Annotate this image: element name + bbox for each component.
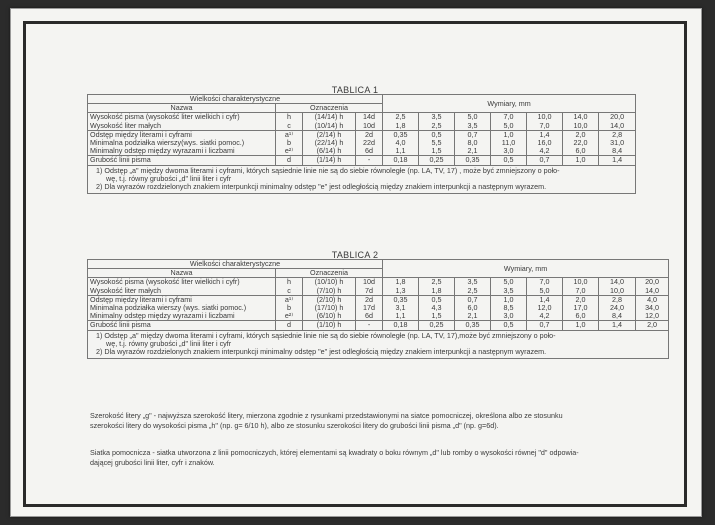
value-cell: [599, 130, 636, 156]
value-cell: [563, 278, 599, 295]
row-name: Minimalna podziałka wierszy (wys. siatki pomoc.): [90, 302, 247, 312]
value-cell: [563, 113, 599, 130]
value: 3,0: [503, 146, 514, 156]
row-dvalue: -: [367, 320, 371, 330]
value: 0,25: [429, 320, 444, 330]
value: 7,0: [503, 112, 514, 122]
row-formula: (1/14) h: [316, 155, 342, 165]
value: 0,5: [503, 320, 514, 330]
value: 34,0: [645, 302, 660, 312]
row-dvalue: -: [367, 155, 371, 165]
row-formula: (17/10) h: [314, 302, 344, 312]
value: 2,8: [612, 130, 623, 139]
row-name: Odstęp między literami i cyframi: [90, 295, 192, 304]
paragraph-line: Siatka pomocnicza - siatka utworzona z linii pomocniczych, której elementami są kwadraty o boku równym „d" lub romby o wysokości równej "d" odpowia-: [90, 448, 579, 457]
value: 12,0: [645, 311, 660, 321]
value-cell: [383, 321, 419, 330]
value-cell: [599, 113, 636, 130]
value: 14,0: [645, 285, 660, 295]
value: 0,35: [393, 295, 408, 304]
row-name: Wysokość pisma (wysokość liter wielkich i cyfr): [90, 277, 240, 287]
value: 1,1: [395, 146, 406, 156]
note-line: 2) Dla wyrazów rozdzielonych znakiem interpunkcji minimalny odstęp "e" jest odległością między znakiem interpunkcji a następnym wyrazem.: [96, 346, 547, 356]
value: 4,0: [395, 137, 406, 147]
value: 10,0: [573, 120, 588, 130]
value-cell: [491, 156, 527, 165]
value: 1,8: [431, 285, 442, 295]
header-designation: Oznaczenia: [276, 269, 383, 278]
value: 10,0: [573, 277, 588, 287]
table-row: [88, 295, 669, 321]
value: 1,4: [539, 295, 550, 304]
value-cell: [419, 321, 455, 330]
value-cell: [383, 278, 419, 295]
row-dvalue: 17d: [363, 302, 376, 312]
header-designation: Oznaczenia: [276, 104, 383, 113]
row-symbol: e²⁾: [284, 311, 294, 321]
value: 4,2: [539, 146, 550, 156]
row-names: [88, 321, 276, 330]
value: 7,0: [539, 277, 550, 287]
value-cell: [455, 113, 491, 130]
value: 20,0: [610, 112, 625, 122]
row-formula: (1/10) h: [316, 320, 342, 330]
value-cell: [491, 130, 527, 156]
table-notes: [88, 330, 669, 359]
value-cell: [383, 156, 419, 165]
value: 8,4: [612, 146, 623, 156]
value: 12,0: [537, 302, 552, 312]
value: 1,4: [612, 155, 623, 165]
row-name: Minimalny odstęp między wyrazami i liczbami: [90, 146, 235, 156]
row-dvalues: [356, 295, 383, 321]
value-cell: [491, 278, 527, 295]
value: 17,0: [573, 302, 588, 312]
row-formula: (22/14) h: [314, 137, 344, 147]
value: 5,0: [503, 120, 514, 130]
row-dvalues: [356, 113, 383, 130]
row-formulas: [303, 130, 356, 156]
row-formula: (6/14) h: [316, 146, 342, 156]
row-dvalue: 2d: [365, 295, 374, 304]
row-formula: (6/10) h: [316, 311, 342, 321]
header-group: Wielkości charakterystyczne: [88, 95, 383, 104]
value: 2,0: [647, 320, 658, 330]
table2: [87, 259, 669, 359]
value: 6,0: [467, 302, 478, 312]
table-row: [88, 113, 636, 130]
paragraph-line: dającej grubości linii liter, cyfr i znaków.: [90, 458, 215, 467]
value: 0,5: [503, 155, 514, 165]
value: 6,0: [575, 146, 586, 156]
document-sheet: [10, 8, 702, 517]
row-name: Grubość linii pisma: [90, 155, 151, 165]
row-dvalues: [356, 130, 383, 156]
value-cell: [599, 278, 636, 295]
value: 31,0: [610, 137, 625, 147]
value: 1,4: [612, 320, 623, 330]
row-name: Grubość linii pisma: [90, 320, 151, 330]
row-symbol: b: [287, 137, 291, 147]
row-symbol: h: [287, 112, 291, 122]
row-symbols: [276, 278, 303, 295]
value: 2,1: [467, 311, 478, 321]
value: 5,0: [503, 277, 514, 287]
value-cell: [563, 295, 599, 321]
value-cell: [383, 295, 419, 321]
value-cell: [527, 295, 563, 321]
value: 0,35: [393, 130, 408, 139]
value-cell: [563, 130, 599, 156]
value: 11,0: [501, 137, 516, 147]
value: 4,0: [647, 295, 658, 304]
row-dvalues: [356, 278, 383, 295]
table1: [87, 94, 636, 194]
row-formulas: [303, 321, 356, 330]
value: 4,3: [431, 302, 442, 312]
value: 2,5: [431, 277, 442, 287]
value: 2,0: [575, 295, 586, 304]
row-formula: (10/10) h: [314, 277, 344, 287]
value: 1,8: [395, 120, 406, 130]
value: 0,7: [467, 130, 478, 139]
table-row: [88, 130, 636, 156]
row-formulas: [303, 156, 356, 165]
row-symbol: d: [287, 155, 291, 165]
value-cell: [599, 295, 636, 321]
header-row: [88, 95, 636, 104]
value: 0,5: [431, 130, 442, 139]
value: 0,7: [467, 295, 478, 304]
row-symbol: d: [287, 320, 291, 330]
paragraph-line: Szerokość litery „g" - najwyższa szerokość litery, mierzona zgodnie z rysunkami przedstawionymi na siatce pomocniczej, określona albo ze stosunku: [90, 411, 563, 420]
row-name: Wysokość pisma (wysokość liter wielkich i cyfr): [90, 112, 240, 122]
value: 0,5: [431, 295, 442, 304]
header-name: Nazwa: [88, 104, 276, 113]
value-cell: [419, 295, 455, 321]
table-row: [88, 156, 636, 165]
row-names: [88, 130, 276, 156]
row-formulas: [303, 295, 356, 321]
value: 14,0: [573, 112, 588, 122]
value: 0,35: [465, 320, 480, 330]
header-row: [88, 260, 669, 269]
row-formulas: [303, 278, 356, 295]
value: 7,0: [575, 285, 586, 295]
value-cell: [455, 295, 491, 321]
note-line: wę, t.j. równy grubości „d" linii liter i cyfr: [106, 338, 232, 348]
row-symbol: h: [287, 277, 291, 287]
row-name: Wysokość liter małych: [90, 285, 162, 295]
value: 1,4: [539, 130, 550, 139]
row-dvalue: 2d: [365, 130, 374, 139]
value: 0,35: [465, 155, 480, 165]
value-cell: [491, 113, 527, 130]
value-cell: [527, 156, 563, 165]
value: 1,5: [431, 146, 442, 156]
value-cell: [455, 278, 491, 295]
paragraph-letter-width: [90, 411, 690, 431]
value: 3,1: [395, 302, 406, 312]
value: 2,0: [575, 130, 586, 139]
value-cell: [491, 321, 527, 330]
row-formulas: [303, 113, 356, 130]
value: 3,5: [503, 285, 514, 295]
row-dvalue: 10d: [363, 277, 376, 287]
value-cell: [455, 321, 491, 330]
value-cell: [636, 295, 669, 321]
value-cell: [563, 156, 599, 165]
value-cell: [527, 130, 563, 156]
row-symbol: e²⁾: [284, 146, 294, 156]
value-cell: [491, 295, 527, 321]
value: 3,5: [467, 277, 478, 287]
paragraph-line: szerokości litery do wysokości pisma „h" (np. g= 6/10 h), albo ze stosunku szerokości litery do grubości linii pisma „d" (np. g=6d).: [90, 421, 499, 430]
row-names: [88, 156, 276, 165]
value: 8,4: [612, 311, 623, 321]
value: 1,3: [395, 285, 406, 295]
notes-row: [88, 165, 636, 194]
value-cell: [527, 321, 563, 330]
drawing-frame: [23, 21, 687, 507]
row-name: Minimalny odstęp między wyrazami i liczbami: [90, 311, 235, 321]
row-dvalue: 6d: [365, 146, 374, 156]
value: 2,5: [395, 112, 406, 122]
value-cell: [636, 321, 669, 330]
row-symbols: [276, 156, 303, 165]
paragraph-auxiliary-grid: [90, 448, 690, 468]
value: 22,0: [573, 137, 588, 147]
row-symbol: a¹⁾: [284, 295, 294, 304]
row-symbols: [276, 113, 303, 130]
value: 0,7: [539, 320, 550, 330]
table1-title: TABLICA 1: [331, 85, 379, 95]
value: 24,0: [610, 302, 625, 312]
row-formula: (2/10) h: [316, 295, 342, 304]
row-symbols: [276, 130, 303, 156]
value: 2,1: [467, 146, 478, 156]
value-cell: [383, 130, 419, 156]
row-formula: (2/14) h: [316, 130, 342, 139]
row-names: [88, 113, 276, 130]
value: 14,0: [610, 277, 625, 287]
value-cell: [563, 321, 599, 330]
value: 16,0: [537, 137, 552, 147]
value: 8,5: [503, 302, 514, 312]
row-formula: (10/14) h: [314, 120, 344, 130]
note-line: 2) Dla wyrazów rozdzielonych znakiem interpunkcji minimalny odstęp "e" jest odległością między znakiem interpunkcji a następnym wyrazem.: [96, 181, 547, 191]
value: 8,0: [467, 137, 478, 147]
value: 6,0: [575, 311, 586, 321]
note-line: 1) Odstęp „a" między dwoma literami i cyframi, których sąsiednie linie nie są do siebie równoległe (np. LA, TV, 17) , może być zmniejszony o poło-: [96, 165, 560, 175]
value: 1,0: [575, 155, 586, 165]
value-cell: [419, 113, 455, 130]
row-name: Odstęp między literami i cyframi: [90, 130, 192, 139]
value: 14,0: [610, 120, 625, 130]
value: 0,7: [539, 155, 550, 165]
row-names: [88, 295, 276, 321]
note-line: wę, t.j. równy grubości „d" linii liter i cyfr: [106, 173, 232, 183]
value-cell: [599, 321, 636, 330]
value: 20,0: [645, 277, 660, 287]
value: 5,5: [431, 137, 442, 147]
value: 0,18: [393, 320, 408, 330]
value-cell: [455, 130, 491, 156]
value: 3,5: [467, 120, 478, 130]
value: 4,2: [539, 311, 550, 321]
value: 1,0: [575, 320, 586, 330]
header-name: Nazwa: [88, 269, 276, 278]
row-dvalue: 7d: [365, 285, 374, 295]
row-symbol: b: [287, 302, 291, 312]
table2-title: TABLICA 2: [331, 250, 379, 260]
value-cell: [419, 130, 455, 156]
row-dvalue: 6d: [365, 311, 374, 321]
row-dvalue: 14d: [363, 112, 376, 122]
row-symbol: c: [287, 120, 291, 130]
value: 1,0: [503, 130, 514, 139]
note-line: 1) Odstęp „a" między dwoma literami i cyframi, których sąsiednie linie nie są do siebie równoległe (np. LA, TV, 17),może być zmniejszony o poło-: [96, 330, 556, 340]
row-dvalue: 22d: [363, 137, 376, 147]
table-notes: [88, 165, 636, 194]
value-cell: [383, 113, 419, 130]
row-symbols: [276, 295, 303, 321]
value: 0,18: [393, 155, 408, 165]
header-dimensions: Wymiary, mm: [383, 95, 636, 113]
row-symbol: a¹⁾: [284, 130, 294, 139]
value: 10,0: [537, 112, 552, 122]
value-cell: [527, 278, 563, 295]
value-cell: [419, 156, 455, 165]
row-dvalue: 10d: [363, 120, 376, 130]
value: 10,0: [610, 285, 625, 295]
table-row: [88, 321, 669, 330]
value: 1,0: [503, 295, 514, 304]
header-group: Wielkości charakterystyczne: [88, 260, 383, 269]
value: 2,5: [467, 285, 478, 295]
row-formula: (14/14) h: [314, 112, 344, 122]
notes-row: [88, 330, 669, 359]
row-formula: (7/10) h: [316, 285, 342, 295]
value-cell: [527, 113, 563, 130]
value-cell: [419, 278, 455, 295]
value: 7,0: [539, 120, 550, 130]
value-cell: [599, 156, 636, 165]
header-dimensions: Wymiary, mm: [383, 260, 669, 278]
row-name: Minimalna podziałka wierszy(wys. siatki pomoc.): [90, 137, 245, 147]
value: 3,5: [431, 112, 442, 122]
row-name: Wysokość liter małych: [90, 120, 162, 130]
row-dvalues: [356, 156, 383, 165]
value: 5,0: [539, 285, 550, 295]
table-row: [88, 278, 669, 295]
row-names: [88, 278, 276, 295]
value: 3,0: [503, 311, 514, 321]
row-symbols: [276, 321, 303, 330]
value: 2,5: [431, 120, 442, 130]
value: 1,5: [431, 311, 442, 321]
value: 0,25: [429, 155, 444, 165]
value: 1,8: [395, 277, 406, 287]
value: 2,8: [612, 295, 623, 304]
row-dvalues: [356, 321, 383, 330]
value-cell: [455, 156, 491, 165]
value: 5,0: [467, 112, 478, 122]
row-symbol: c: [287, 285, 291, 295]
value-cell: [636, 278, 669, 295]
value: 1,1: [395, 311, 406, 321]
